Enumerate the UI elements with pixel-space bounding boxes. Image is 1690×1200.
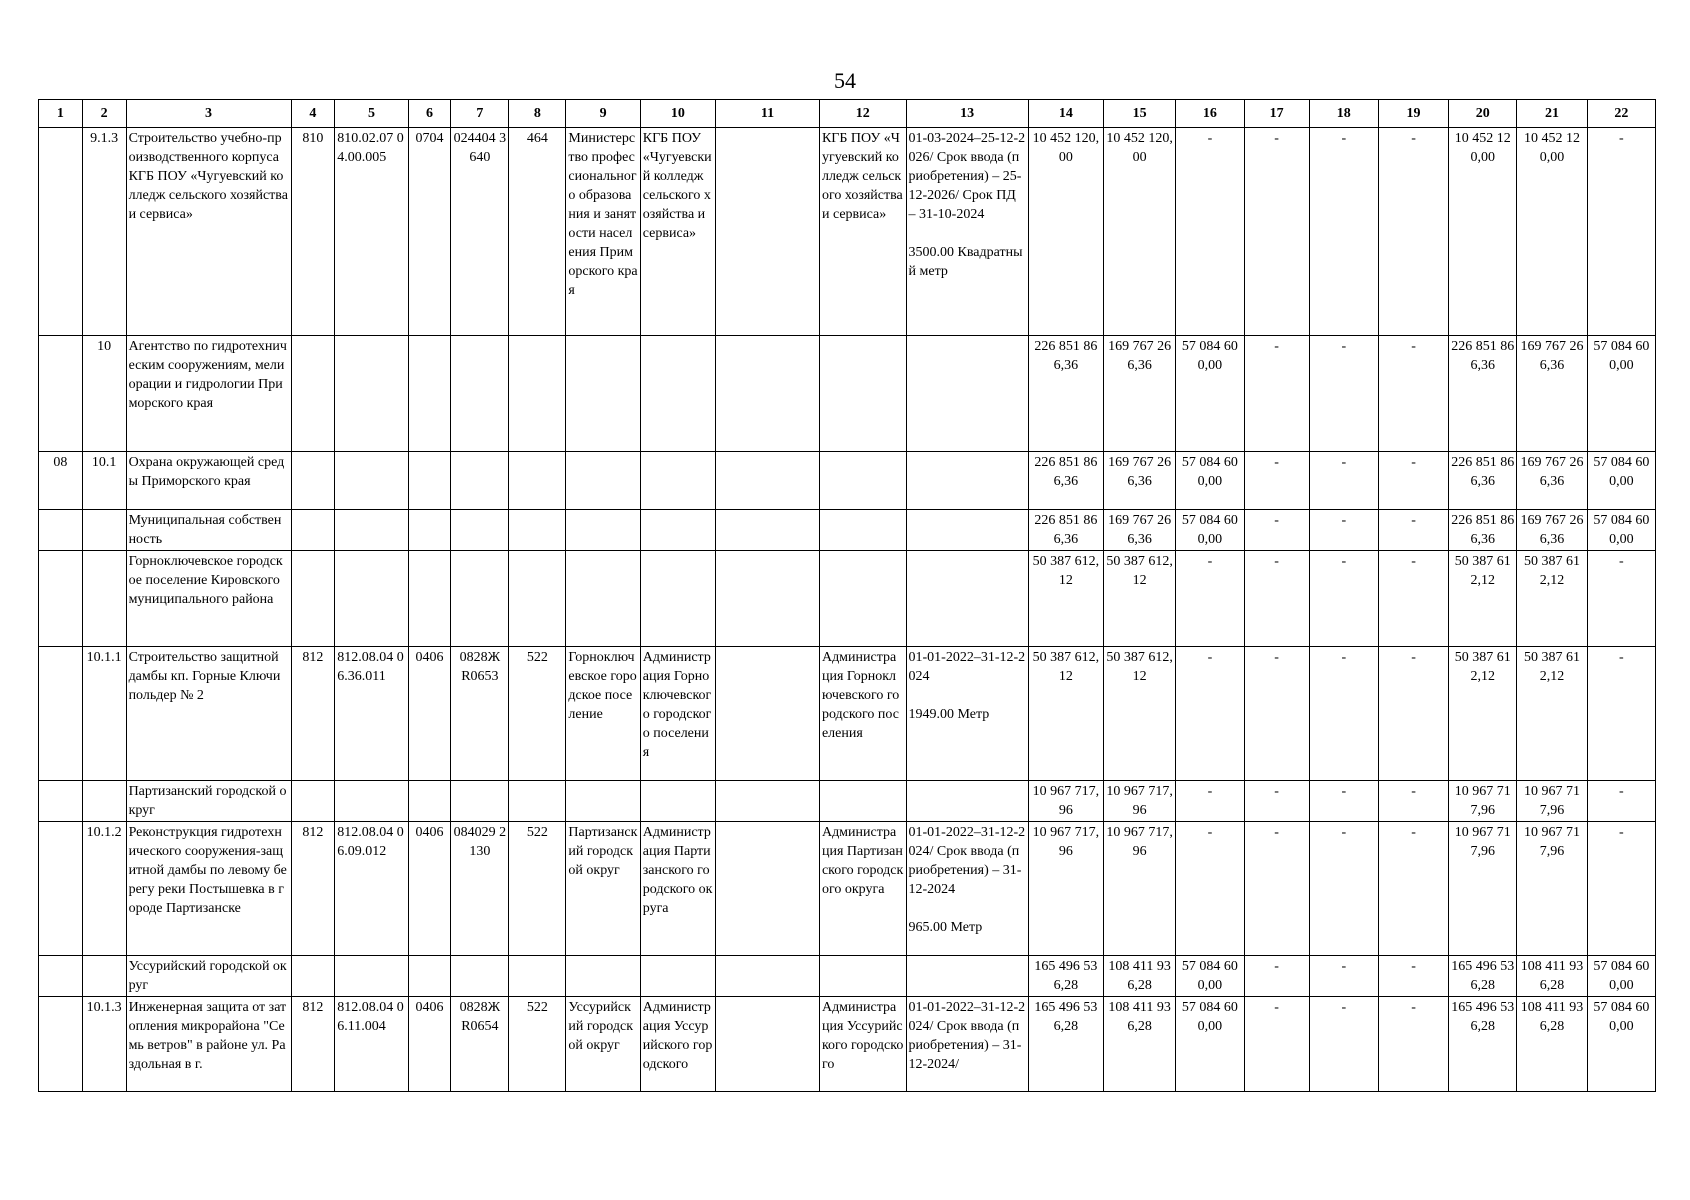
- table-cell: [509, 551, 566, 647]
- table-cell: [451, 551, 509, 647]
- table-cell: [819, 336, 906, 452]
- table-cell: [335, 336, 408, 452]
- table-cell: [906, 551, 1028, 647]
- table-cell: -: [1378, 336, 1448, 452]
- table-cell: [566, 336, 640, 452]
- table-cell: [82, 551, 126, 647]
- table-cell: [819, 452, 906, 510]
- table-cell: [39, 128, 83, 336]
- table-cell: 0406: [408, 997, 451, 1092]
- table-cell: [906, 452, 1028, 510]
- table-cell: -: [1244, 647, 1309, 781]
- table-cell: Администрация Горноключевского городского поселения: [640, 647, 715, 781]
- budget-table: [38, 99, 1656, 1092]
- table-cell: [566, 551, 640, 647]
- table-cell: [451, 452, 509, 510]
- table-cell: -: [1309, 997, 1378, 1092]
- table-cell: 108 411 936,28: [1104, 956, 1176, 997]
- table-cell: [39, 822, 83, 956]
- table-cell: 812.08.04 06.36.011: [335, 647, 408, 781]
- table-cell: -: [1378, 647, 1448, 781]
- table-cell: КГБ ПОУ «Чугуевский колледж сельского хозяйства и сервиса»: [819, 128, 906, 336]
- table-cell: 57 084 600,00: [1587, 510, 1655, 551]
- table-cell: [408, 452, 451, 510]
- table-row: [39, 551, 1656, 647]
- table-cell: -: [1378, 128, 1448, 336]
- table-cell: 0704: [408, 128, 451, 336]
- table-cell: [39, 551, 83, 647]
- table-cell: -: [1309, 647, 1378, 781]
- table-cell: 812.08.04 06.11.004: [335, 997, 408, 1092]
- table-cell: [906, 336, 1028, 452]
- table-cell: [716, 551, 820, 647]
- table-cell: -: [1309, 956, 1378, 997]
- table-cell: -: [1587, 781, 1655, 822]
- table-cell: 57 084 600,00: [1176, 510, 1244, 551]
- table-cell: -: [1244, 336, 1309, 452]
- table-cell: 522: [509, 647, 566, 781]
- table-cell: 165 496 536,28: [1028, 956, 1103, 997]
- table-row: [39, 510, 1656, 551]
- col-header: 12: [819, 100, 906, 128]
- col-header: 1: [39, 100, 83, 128]
- col-header: 11: [716, 100, 820, 128]
- table-cell: Охрана окружающей среды Приморского края: [126, 452, 291, 510]
- table-cell: 165 496 536,28: [1449, 956, 1517, 997]
- table-cell: [291, 510, 335, 551]
- table-cell: 084029 2130: [451, 822, 509, 956]
- table-cell: -: [1176, 647, 1244, 781]
- table-cell: -: [1309, 822, 1378, 956]
- table-cell: [291, 956, 335, 997]
- table-cell: 50 387 612,12: [1104, 551, 1176, 647]
- table-cell: 226 851 866,36: [1449, 510, 1517, 551]
- table-cell: -: [1378, 781, 1448, 822]
- table-cell: -: [1309, 452, 1378, 510]
- table-cell: 165 496 536,28: [1028, 997, 1103, 1092]
- table-cell: 169 767 266,36: [1517, 510, 1587, 551]
- table-cell: 10 452 120,00: [1104, 128, 1176, 336]
- table-cell: [819, 551, 906, 647]
- col-header: 16: [1176, 100, 1244, 128]
- table-cell: [906, 781, 1028, 822]
- table-cell: 50 387 612,12: [1104, 647, 1176, 781]
- table-cell: [716, 781, 820, 822]
- table-cell: [335, 452, 408, 510]
- table-cell: [640, 336, 715, 452]
- table-cell: [451, 510, 509, 551]
- table-cell: 10.1: [82, 452, 126, 510]
- col-header: 3: [126, 100, 291, 128]
- table-cell: 01-01-2022–31-12-2024/ Срок ввода (приобретения) – 31-12-2024/: [906, 997, 1028, 1092]
- col-header: 21: [1517, 100, 1587, 128]
- table-cell: Агентство по гидротехническим сооружениям, мелиорации и гидрологии Приморского края: [126, 336, 291, 452]
- table-cell: Администрация Партизанского городского округа: [819, 822, 906, 956]
- table-cell: 10 967 717,96: [1028, 781, 1103, 822]
- table-cell: 10: [82, 336, 126, 452]
- table-cell: [509, 336, 566, 452]
- table-cell: -: [1378, 997, 1448, 1092]
- table-cell: 57 084 600,00: [1587, 997, 1655, 1092]
- table-cell: [408, 510, 451, 551]
- table-cell: -: [1378, 510, 1448, 551]
- table-cell: [335, 781, 408, 822]
- table-cell: [566, 452, 640, 510]
- table-cell: 812: [291, 647, 335, 781]
- table-cell: [408, 781, 451, 822]
- table-cell: Горноключевское городское поселение: [566, 647, 640, 781]
- table-cell: [451, 781, 509, 822]
- table-cell: -: [1378, 822, 1448, 956]
- table-body: [39, 128, 1656, 1092]
- table-cell: 0406: [408, 822, 451, 956]
- table-cell: [819, 956, 906, 997]
- table-cell: [39, 647, 83, 781]
- table-cell: 812.08.04 06.09.012: [335, 822, 408, 956]
- table-cell: 10 967 717,96: [1104, 822, 1176, 956]
- col-header: 6: [408, 100, 451, 128]
- table-cell: 169 767 266,36: [1104, 452, 1176, 510]
- col-header: 10: [640, 100, 715, 128]
- table-cell: -: [1587, 647, 1655, 781]
- table-cell: 464: [509, 128, 566, 336]
- table-cell: 108 411 936,28: [1104, 997, 1176, 1092]
- table-cell: [819, 781, 906, 822]
- table-cell: 812: [291, 822, 335, 956]
- table-cell: [509, 510, 566, 551]
- table-cell: [82, 781, 126, 822]
- table-cell: [566, 781, 640, 822]
- table-cell: -: [1309, 551, 1378, 647]
- page-number: 54: [834, 68, 856, 93]
- table-cell: Министерство профессионального образования и занятости населения Приморского края: [566, 128, 640, 336]
- table-cell: 50 387 612,12: [1449, 551, 1517, 647]
- col-header: 5: [335, 100, 408, 128]
- table-cell: [716, 336, 820, 452]
- table-cell: 226 851 866,36: [1028, 510, 1103, 551]
- table-cell: -: [1309, 336, 1378, 452]
- table-cell: [716, 822, 820, 956]
- table-cell: Администрация Уссурийского городского: [640, 997, 715, 1092]
- table-cell: Партизанский городской округ: [126, 781, 291, 822]
- table-cell: 165 496 536,28: [1449, 997, 1517, 1092]
- table-cell: -: [1176, 781, 1244, 822]
- table-cell: 08: [39, 452, 83, 510]
- table-cell: Строительство защитной дамбы кп. Горные Ключи польдер № 2: [126, 647, 291, 781]
- table-cell: 0828Ж R0654: [451, 997, 509, 1092]
- table-cell: [716, 956, 820, 997]
- table-cell: 10 967 717,96: [1104, 781, 1176, 822]
- table-row: [39, 956, 1656, 997]
- table-cell: Администрация Горноключевского городского поселения: [819, 647, 906, 781]
- table-cell: 10 967 717,96: [1517, 781, 1587, 822]
- table-cell: 50 387 612,12: [1449, 647, 1517, 781]
- table-cell: 57 084 600,00: [1587, 452, 1655, 510]
- table-cell: [335, 551, 408, 647]
- table-cell: -: [1309, 510, 1378, 551]
- table-cell: [566, 956, 640, 997]
- table-cell: [509, 452, 566, 510]
- table-cell: Уссурийский городской округ: [126, 956, 291, 997]
- col-header: 7: [451, 100, 509, 128]
- table-cell: -: [1244, 956, 1309, 997]
- table-cell: Уссурийский городской округ: [566, 997, 640, 1092]
- table-cell: -: [1378, 452, 1448, 510]
- table-row: [39, 128, 1656, 336]
- table-cell: -: [1587, 128, 1655, 336]
- table-cell: [509, 956, 566, 997]
- table-cell: [509, 781, 566, 822]
- table-cell: [39, 956, 83, 997]
- table-cell: -: [1244, 997, 1309, 1092]
- table-cell: [291, 452, 335, 510]
- table-cell: [291, 781, 335, 822]
- table-cell: 10 452 120,00: [1028, 128, 1103, 336]
- table-cell: 0828Ж R0653: [451, 647, 509, 781]
- table-cell: 810.02.07 04.00.005: [335, 128, 408, 336]
- table-cell: 01-01-2022–31-12-2024/ Срок ввода (приобретения) – 31-12-2024 965.00 Метр: [906, 822, 1028, 956]
- table-cell: 10 452 120,00: [1449, 128, 1517, 336]
- col-header: 9: [566, 100, 640, 128]
- table-cell: [408, 336, 451, 452]
- table-cell: 57 084 600,00: [1176, 336, 1244, 452]
- table-cell: 01-03-2024–25-12-2026/ Срок ввода (приобретения) – 25-12-2026/ Срок ПД – 31-10-2024 3500.00 Квадратный метр: [906, 128, 1028, 336]
- table-cell: 50 387 612,12: [1028, 551, 1103, 647]
- table-cell: [716, 997, 820, 1092]
- table-cell: 169 767 266,36: [1517, 336, 1587, 452]
- table-cell: -: [1176, 551, 1244, 647]
- table-cell: 50 387 612,12: [1517, 551, 1587, 647]
- table-cell: 57 084 600,00: [1176, 997, 1244, 1092]
- table-cell: -: [1309, 781, 1378, 822]
- table-cell: [716, 647, 820, 781]
- table-row: [39, 647, 1656, 781]
- table-cell: [291, 336, 335, 452]
- col-header: 18: [1309, 100, 1378, 128]
- table-cell: [566, 510, 640, 551]
- table-cell: -: [1244, 551, 1309, 647]
- table-cell: Строительство учебно-производственного корпуса КГБ ПОУ «Чугуевский колледж сельского хозяйства и сервиса»: [126, 128, 291, 336]
- table-row: [39, 822, 1656, 956]
- table-cell: 169 767 266,36: [1104, 336, 1176, 452]
- table-cell: 10.1.1: [82, 647, 126, 781]
- table-cell: 01-01-2022–31-12-2024 1949.00 Метр: [906, 647, 1028, 781]
- table-cell: 522: [509, 997, 566, 1092]
- table-cell: 50 387 612,12: [1028, 647, 1103, 781]
- table-cell: [39, 510, 83, 551]
- table-cell: 10 967 717,96: [1517, 822, 1587, 956]
- table-cell: [716, 452, 820, 510]
- table-cell: -: [1587, 822, 1655, 956]
- table-cell: 812: [291, 997, 335, 1092]
- table-cell: 57 084 600,00: [1587, 956, 1655, 997]
- table-cell: 169 767 266,36: [1517, 452, 1587, 510]
- table-cell: 10.1.2: [82, 822, 126, 956]
- col-header: 17: [1244, 100, 1309, 128]
- table-cell: -: [1244, 128, 1309, 336]
- table-cell: -: [1378, 956, 1448, 997]
- table-cell: [640, 510, 715, 551]
- table-cell: [39, 997, 83, 1092]
- table-cell: -: [1176, 822, 1244, 956]
- table-cell: -: [1587, 551, 1655, 647]
- table-cell: [716, 510, 820, 551]
- table-cell: Горноключевское городское поселение Кировского муниципального района: [126, 551, 291, 647]
- table-cell: [408, 551, 451, 647]
- col-header: 14: [1028, 100, 1103, 128]
- table-cell: 226 851 866,36: [1028, 336, 1103, 452]
- table-cell: [451, 956, 509, 997]
- col-header: 13: [906, 100, 1028, 128]
- table-cell: 57 084 600,00: [1176, 452, 1244, 510]
- table-cell: 226 851 866,36: [1449, 452, 1517, 510]
- col-header: 15: [1104, 100, 1176, 128]
- table-cell: [906, 956, 1028, 997]
- table-cell: Партизанский городской округ: [566, 822, 640, 956]
- table-cell: [906, 510, 1028, 551]
- table-cell: 108 411 936,28: [1517, 956, 1587, 997]
- col-header: 22: [1587, 100, 1655, 128]
- table-cell: -: [1176, 128, 1244, 336]
- table-cell: 108 411 936,28: [1517, 997, 1587, 1092]
- table-cell: 10 967 717,96: [1449, 822, 1517, 956]
- col-header: 20: [1449, 100, 1517, 128]
- table-cell: 0406: [408, 647, 451, 781]
- table-cell: -: [1244, 452, 1309, 510]
- table-cell: [716, 128, 820, 336]
- table-cell: 024404 3640: [451, 128, 509, 336]
- table-cell: 10 967 717,96: [1028, 822, 1103, 956]
- table-cell: Администрация Партизанского городского округа: [640, 822, 715, 956]
- table-cell: [39, 336, 83, 452]
- table-cell: 9.1.3: [82, 128, 126, 336]
- table-cell: 10 452 120,00: [1517, 128, 1587, 336]
- table-cell: [640, 956, 715, 997]
- table-row: [39, 997, 1656, 1092]
- table-cell: Администрация Уссурийского городского: [819, 997, 906, 1092]
- table-row: [39, 336, 1656, 452]
- table-cell: [82, 956, 126, 997]
- table-cell: [82, 510, 126, 551]
- table-cell: 226 851 866,36: [1028, 452, 1103, 510]
- table-cell: [291, 551, 335, 647]
- table-cell: -: [1244, 510, 1309, 551]
- table-cell: Инженерная защита от затопления микрорайона "Семь ветров" в районе ул. Раздольная в г.: [126, 997, 291, 1092]
- table-cell: -: [1244, 781, 1309, 822]
- table-row: [39, 781, 1656, 822]
- table-cell: [640, 452, 715, 510]
- table-cell: Реконструкция гидротехнического сооружения-защитной дамбы по левому берегу реки Постышевка в городе Партизанске: [126, 822, 291, 956]
- col-header: 19: [1378, 100, 1448, 128]
- table-cell: -: [1378, 551, 1448, 647]
- table-cell: 226 851 866,36: [1449, 336, 1517, 452]
- col-header: 8: [509, 100, 566, 128]
- table-cell: 10.1.3: [82, 997, 126, 1092]
- table-cell: [640, 551, 715, 647]
- col-header: 4: [291, 100, 335, 128]
- table-cell: 57 084 600,00: [1587, 336, 1655, 452]
- table-cell: 169 767 266,36: [1104, 510, 1176, 551]
- table-cell: -: [1244, 822, 1309, 956]
- table-cell: -: [1309, 128, 1378, 336]
- table-cell: [408, 956, 451, 997]
- table-cell: 522: [509, 822, 566, 956]
- table-cell: [640, 781, 715, 822]
- table-cell: 50 387 612,12: [1517, 647, 1587, 781]
- table-cell: [335, 510, 408, 551]
- table-cell: [451, 336, 509, 452]
- header-row: [39, 100, 1656, 128]
- table-cell: [335, 956, 408, 997]
- table-cell: [819, 510, 906, 551]
- col-header: 2: [82, 100, 126, 128]
- table-cell: 810: [291, 128, 335, 336]
- table-cell: Муниципальная собственность: [126, 510, 291, 551]
- table-cell: КГБ ПОУ «Чугуевский колледж сельского хозяйства и сервиса»: [640, 128, 715, 336]
- table-row: [39, 452, 1656, 510]
- table-cell: 10 967 717,96: [1449, 781, 1517, 822]
- table-cell: 57 084 600,00: [1176, 956, 1244, 997]
- table-cell: [39, 781, 83, 822]
